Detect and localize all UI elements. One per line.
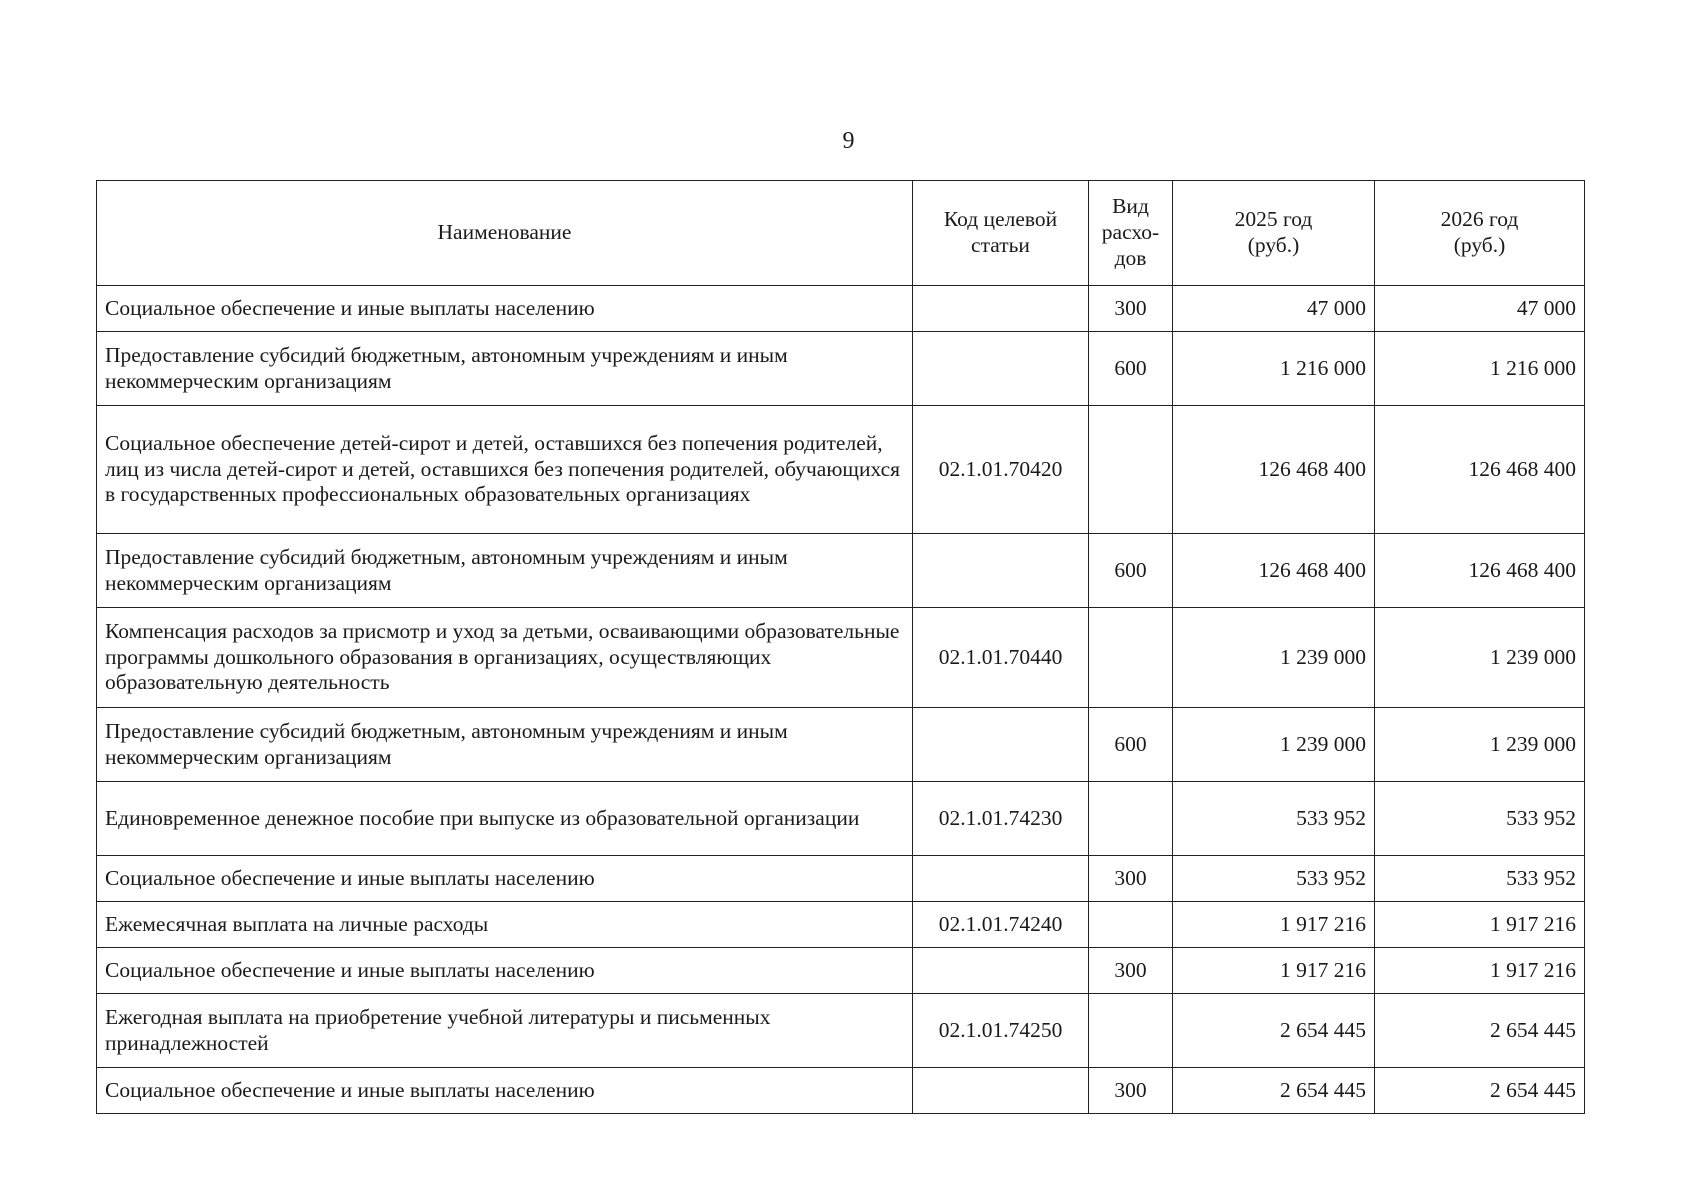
header-2026-line: 2026 год	[1440, 207, 1519, 232]
table-row	[97, 332, 1585, 406]
cell-code: 02.1.01.74250	[913, 994, 1089, 1068]
cell-2026: 1 917 216	[1375, 902, 1585, 948]
cell-2026: 2 654 445	[1375, 1068, 1585, 1114]
cell-2026: 1 917 216	[1375, 948, 1585, 994]
table-row	[97, 948, 1585, 994]
cell-2025: 47 000	[1173, 286, 1375, 332]
table-header-row	[97, 181, 1585, 286]
cell-name: Предоставление субсидий бюджетным, автономным учреждениям и иным некоммерческим организациям	[97, 534, 913, 608]
cell-name: Предоставление субсидий бюджетным, автономным учреждениям и иным некоммерческим организациям	[97, 332, 913, 406]
cell-2026: 533 952	[1375, 782, 1585, 856]
cell-kind	[1089, 406, 1173, 534]
cell-kind	[1089, 782, 1173, 856]
table-row	[97, 782, 1585, 856]
cell-kind: 300	[1089, 286, 1173, 332]
cell-code	[913, 1068, 1089, 1114]
cell-kind: 300	[1089, 1068, 1173, 1114]
cell-code	[913, 708, 1089, 782]
cell-kind: 600	[1089, 708, 1173, 782]
cell-2025: 126 468 400	[1173, 534, 1375, 608]
cell-kind: 600	[1089, 534, 1173, 608]
header-2025-line: 2025 год	[1234, 207, 1313, 232]
header-kind-line: Вид	[1112, 194, 1149, 219]
cell-2026: 126 468 400	[1375, 406, 1585, 534]
cell-name: Социальное обеспечение и иные выплаты населению	[97, 948, 913, 994]
cell-code: 02.1.01.74230	[913, 782, 1089, 856]
cell-code	[913, 332, 1089, 406]
cell-2025: 2 654 445	[1173, 1068, 1375, 1114]
cell-2025: 2 654 445	[1173, 994, 1375, 1068]
cell-name: Ежемесячная выплата на личные расходы	[97, 902, 913, 948]
table-row	[97, 856, 1585, 902]
header-code-line: статьи	[971, 233, 1030, 257]
header-2025	[1173, 181, 1375, 286]
cell-2026: 47 000	[1375, 286, 1585, 332]
header-2025-line: (руб.)	[1247, 233, 1300, 257]
cell-code: 02.1.01.74240	[913, 902, 1089, 948]
cell-2025: 1 216 000	[1173, 332, 1375, 406]
cell-2026: 1 239 000	[1375, 608, 1585, 708]
cell-2025: 1 917 216	[1173, 902, 1375, 948]
budget-table	[96, 180, 1585, 1114]
header-kind-line: расхо-	[1101, 220, 1160, 245]
header-code-line: Код целевой	[943, 207, 1058, 232]
cell-name: Ежегодная выплата на приобретение учебной литературы и письменных принадлежностей	[97, 994, 913, 1068]
cell-2025: 1 917 216	[1173, 948, 1375, 994]
cell-2025: 126 468 400	[1173, 406, 1375, 534]
cell-2025: 533 952	[1173, 782, 1375, 856]
table-row	[97, 708, 1585, 782]
cell-kind: 300	[1089, 856, 1173, 902]
table-row	[97, 608, 1585, 708]
header-2026	[1375, 181, 1585, 286]
cell-name: Социальное обеспечение и иные выплаты населению	[97, 1068, 913, 1114]
cell-2026: 2 654 445	[1375, 994, 1585, 1068]
header-name: Наименование	[97, 181, 913, 286]
cell-code	[913, 856, 1089, 902]
table-row	[97, 406, 1585, 534]
cell-name: Единовременное денежное пособие при выпуске из образовательной организации	[97, 782, 913, 856]
cell-name: Социальное обеспечение детей-сирот и детей, оставшихся без попечения родителей, лиц из числа детей-сирот и детей, оставшихся без попечения родителей, обучающихся в государственных профессиональных образовательных организациях	[97, 406, 913, 534]
page-number: 9	[842, 128, 855, 154]
table-row	[97, 1068, 1585, 1114]
header-2026-line: (руб.)	[1453, 233, 1506, 257]
cell-kind	[1089, 608, 1173, 708]
cell-2025: 533 952	[1173, 856, 1375, 902]
table-row	[97, 994, 1585, 1068]
cell-kind: 600	[1089, 332, 1173, 406]
cell-name: Предоставление субсидий бюджетным, автономным учреждениям и иным некоммерческим организациям	[97, 708, 913, 782]
cell-2026: 533 952	[1375, 856, 1585, 902]
cell-2026: 1 239 000	[1375, 708, 1585, 782]
cell-code: 02.1.01.70420	[913, 406, 1089, 534]
header-kind-line: дов	[1114, 245, 1147, 270]
cell-2025: 1 239 000	[1173, 708, 1375, 782]
cell-code	[913, 286, 1089, 332]
table-row	[97, 286, 1585, 332]
cell-name: Социальное обеспечение и иные выплаты населению	[97, 856, 913, 902]
cell-code: 02.1.01.70440	[913, 608, 1089, 708]
table-row	[97, 534, 1585, 608]
cell-code	[913, 948, 1089, 994]
cell-code	[913, 534, 1089, 608]
cell-name: Социальное обеспечение и иные выплаты населению	[97, 286, 913, 332]
cell-kind	[1089, 902, 1173, 948]
table-row	[97, 902, 1585, 948]
cell-2026: 1 216 000	[1375, 332, 1585, 406]
cell-2025: 1 239 000	[1173, 608, 1375, 708]
cell-kind: 300	[1089, 948, 1173, 994]
cell-name: Компенсация расходов за присмотр и уход за детьми, осваивающими образовательные программы дошкольного образования в организациях, осуществляющих образовательную деятельность	[97, 608, 913, 708]
cell-2026: 126 468 400	[1375, 534, 1585, 608]
header-code	[913, 181, 1089, 286]
header-kind	[1089, 181, 1173, 286]
cell-kind	[1089, 994, 1173, 1068]
